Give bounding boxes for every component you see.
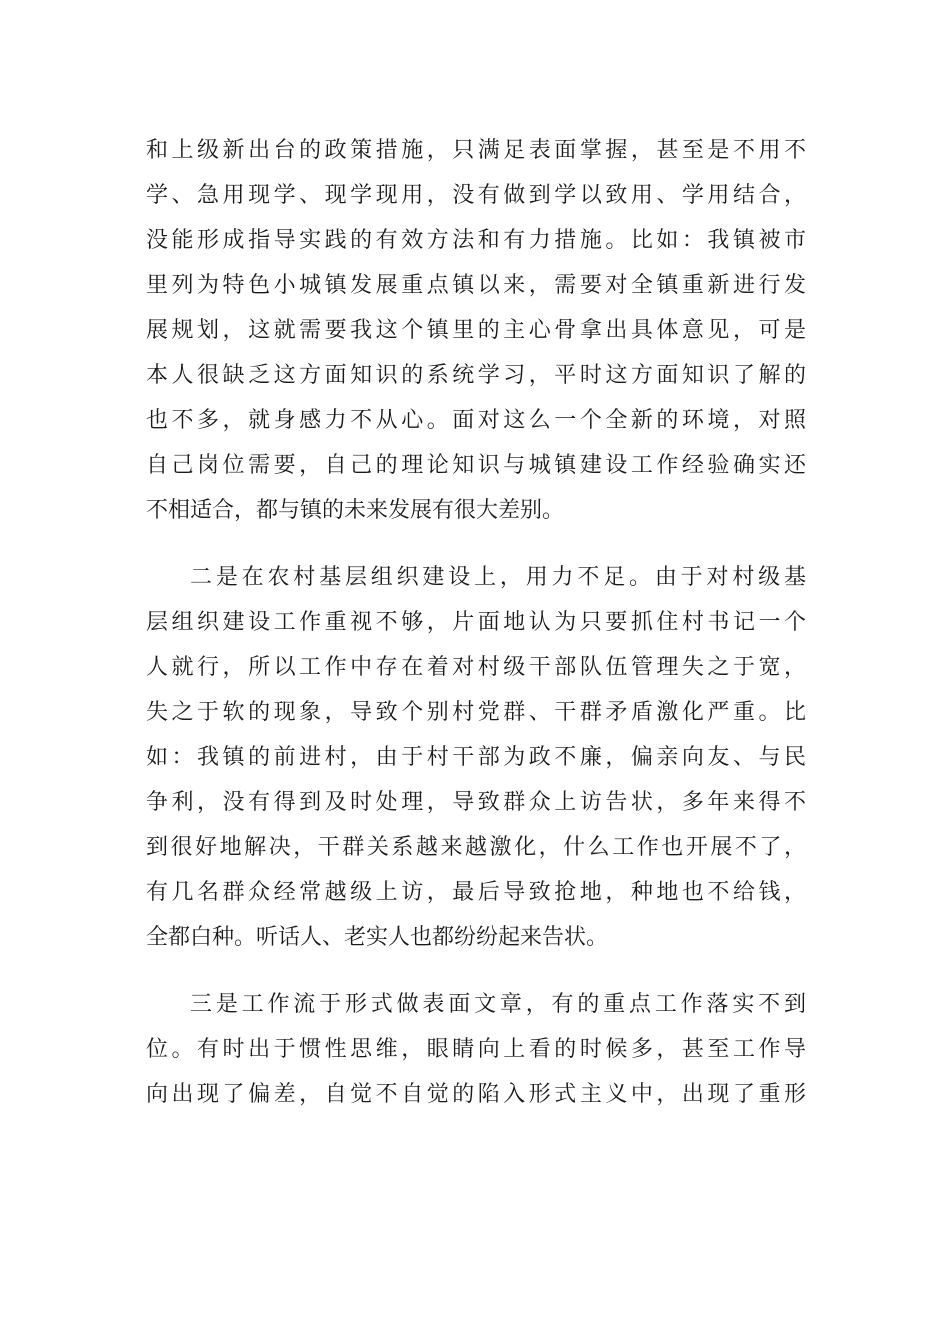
paragraph-3-line-2: 位。有时出于惯性思维，眼睛向上看的时候多，甚至工作导	[146, 1037, 806, 1062]
paragraph-1-line-3: 没能形成指导实践的有效方法和有力措施。比如：我镇被市	[146, 228, 806, 253]
paragraph-2-line-4: 失之于软的现象，导致个别村党群、干群矛盾激化严重。比	[146, 700, 806, 725]
paragraph-1-line-5: 展规划，这就需要我这个镇里的主心骨拿出具体意见，可是	[146, 318, 806, 343]
paragraph-2-line-1: 二是在农村基层组织建设上，用力不足。由于对村级基	[190, 565, 806, 590]
paragraph-2-line-2: 层组织建设工作重视不够，片面地认为只要抓住村书记一个	[146, 610, 806, 635]
paragraph-3-line-3: 向出现了偏差，自觉不自觉的陷入形式主义中，出现了重形	[146, 1082, 806, 1107]
paragraph-1-line-4: 里列为特色小城镇发展重点镇以来，需要对全镇重新进行发	[146, 273, 806, 298]
paragraph-2-line-3: 人就行，所以工作中存在着对村级干部队伍管理失之于宽，	[146, 655, 806, 680]
paragraph-1-line-7: 也不多，就身感力不从心。面对这么一个全新的环境，对照	[146, 408, 806, 433]
paragraph-1-line-9: 不相适合，都与镇的未来发展有很大差别。	[146, 498, 565, 523]
paragraph-2-line-9: 全都白种。听话人、老实人也都纷纷起来告状。	[146, 925, 609, 950]
paragraph-3-line-1: 三是工作流于形式做表面文章，有的重点工作落实不到	[190, 992, 806, 1017]
paragraph-2-line-6: 争利，没有得到及时处理，导致群众上访告状，多年来得不	[146, 790, 806, 815]
paragraph-2-line-5: 如：我镇的前进村，由于村干部为政不廉，偏亲向友、与民	[146, 745, 806, 770]
paragraph-1-line-8: 自己岗位需要，自己的理论知识与城镇建设工作经验确实还	[146, 453, 806, 478]
paragraph-1-line-1: 和上级新出台的政策措施，只满足表面掌握，甚至是不用不	[146, 138, 806, 163]
paragraph-2-line-8: 有几名群众经常越级上访，最后导致抢地，种地也不给钱，	[146, 880, 806, 905]
paragraph-1-line-6: 本人很缺乏这方面知识的系统学习，平时这方面知识了解的	[146, 363, 806, 388]
paragraph-2-line-7: 到很好地解决，干群关系越来越激化，什么工作也开展不了，	[146, 835, 806, 860]
paragraph-1-line-2: 学、急用现学、现学现用，没有做到学以致用、学用结合，	[146, 183, 806, 208]
